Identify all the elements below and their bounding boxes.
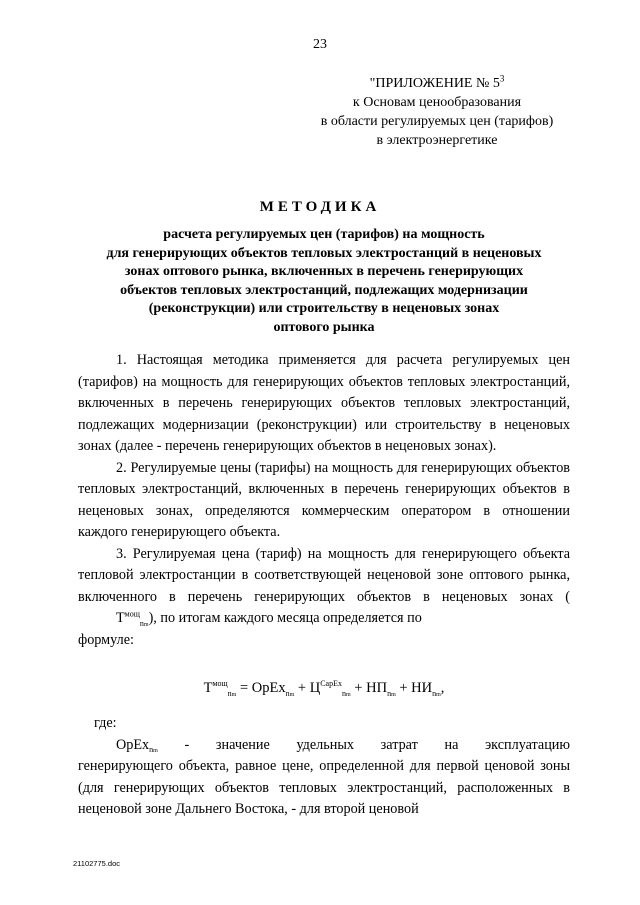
- page-number: 23: [313, 37, 327, 52]
- subtitle-line: для генерирующих объектов тепловых электростанций в неценовых: [106, 245, 542, 261]
- tariff-symbol: $Т^{мощ}_{nm}$: [116, 609, 149, 628]
- subtitle-line: (реконструкции) или строительству в неценовых зонах: [148, 301, 500, 317]
- appendix-title: "ПРИЛОЖЕНИЕ № $5^3$: [369, 73, 505, 91]
- method-subtitle: [78, 226, 570, 338]
- method-title: МЕТОДИКА: [259, 199, 381, 215]
- term-definition-text: генерирующего объекта, равное цене, определенной для первой ценовой зоны (для генерирующих объектов тепловых электростанций, расположенных в неценовой зоне Дальнего Востока, - для второй ценовой: [78, 758, 570, 817]
- tariff-formula: $Т^{мощ}_{nm}$ = OpEx$_{nm}$ + $Ц^{CapEx}_{nm} + НП_{nm} + НИ_{nm}$,: [203, 679, 445, 698]
- appendix-title-sup: 3: [499, 73, 505, 84]
- subtitle-line: зонах оптового рынка, включенных в перечень генерирующих: [124, 264, 524, 280]
- appendix-line-3: в электроэнергетике: [376, 133, 498, 148]
- opex-symbol: OpEx$_{nm}$: [116, 736, 158, 755]
- document-body: [78, 350, 570, 821]
- paragraph-1: 1. Настоящая методика применяется для расчета регулируемых цен (тарифов) на мощность для генерирующих объектов тепловых электростанций, включенных в перечень генерирующих объектов тепловых электростанций, подлежащих модернизации (реконструкции) или строительству в неценовых зонах (далее - перечень генерирующих объектов в неценовых зонах).: [78, 352, 570, 454]
- appendix-line-1: к Основам ценообразования: [352, 95, 522, 110]
- appendix-line-2: в области регулируемых цен (тарифов): [320, 114, 554, 129]
- subtitle-line: объектов тепловых электростанций, подлежащих модернизации: [120, 282, 528, 298]
- file-name-footer: 21102775.doc: [73, 859, 120, 868]
- where-label: где:: [94, 715, 117, 731]
- term-definition-line: OpEx$_{nm}$ - значение удельных затрат на эксплуатацию: [116, 736, 570, 755]
- formula-label: формуле:: [78, 631, 134, 648]
- subtitle-line: расчета регулируемых цен (тарифов) на мощность: [163, 227, 485, 242]
- subtitle-line: оптового рынка: [273, 319, 375, 335]
- appendix-header: [306, 74, 568, 150]
- paragraph-2: 2. Регулируемые цены (тарифы) на мощность для генерирующих объектов тепловых электростанций, включенных в перечень генерирующих объектов в неценовых зонах, определяются коммерческим оператором в отношении каждого генерирующего объекта.: [78, 459, 570, 540]
- paragraph-3: 3. Регулируемая цена (тариф) на мощность для генерирующего объекта тепловой электростанции в соответствующей неценовой зоне оптового рынка, включенного в перечень генерирующих объектов в неценовых зонах $(Т^{мощ}_{nm})$, по итогам каждого месяца определяется по: [78, 545, 570, 628]
